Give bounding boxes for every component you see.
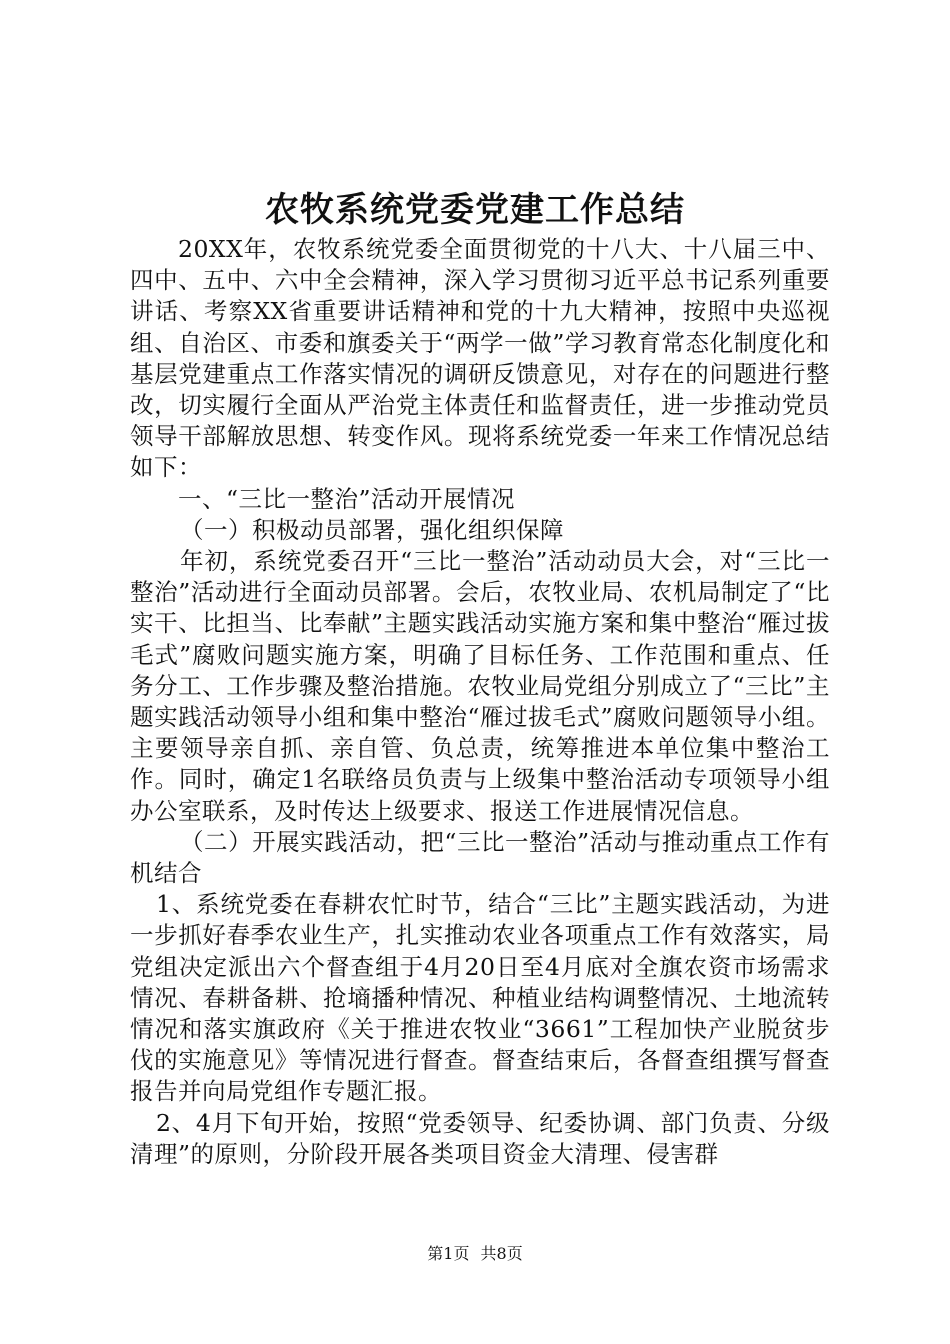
- body-paragraph-1: 年初，系统党委召开“三比一整治”活动动员大会，对“三比一整治”活动进行全面动员部署。会后，农牧业局、农机局制定了“比实干、比担当、比奉献”主题实践活动实施方案和集中整治“雁过拔毛式”腐败问题实施方案，明确了目标任务、工作范围和重点、任务分工、工作步骤及整治措施。农牧业局党组分别成立了“三比”主题实践活动领导小组和集中整治“雁过拔毛式”腐败问题领导小组。主要领导亲自抓、亲自管、负总责，统筹推进本单位集中整治工作。同时，确定1名联络员负责与上级集中整治活动专项领导小组办公室联系，及时传达上级要求、报送工作进展情况信息。: [130, 547, 830, 825]
- document-title: 农牧系统党委党建工作总结: [265, 190, 685, 230]
- body-paragraph-3: 2、4月下旬开始，按照“党委领导、纪委协调、部门负责、分级清理”的原则，分阶段开展各类项目资金大清理、侵害群: [130, 1108, 830, 1168]
- subsection-heading-1: （一）积极动员部署，强化组织保障: [180, 515, 564, 544]
- page-total: 共8页: [480, 1244, 523, 1263]
- body-paragraph-2: 1、系统党委在春耕农忙时节，结合“三比”主题实践活动，为进一步抓好春季农业生产，扎实推动农业各项重点工作有效落实，局党组决定派出六个督查组于4月20日至4月底对全旗农资市场需求情况、春耕备耕、抢墒播种情况、种植业结构调整情况、土地流转情况和落实旗政府《关于推进农牧业“3661”工程加快产业脱贫步伐的实施意见》等情况进行督查。督查结束后，各督查组撰写督查报告并向局党组作专题汇报。: [130, 890, 830, 1106]
- intro-paragraph: 20XX年，农牧系统党委全面贯彻党的十八大、十八届三中、四中、五中、六中全会精神，深入学习贯彻习近平总书记系列重要讲话、考察XX省重要讲话精神和党的十九大精神，按照中央巡视组、自治区、市委和旗委关于“两学一做”学习教育常态化制度化和基层党建重点工作落实情况的调研反馈意见，对存在的问题进行整改，切实履行全面从严治党主体责任和监督责任，进一步推动党员领导干部解放思想、转变作风。现将系统党委一年来工作情况总结如下：: [130, 235, 830, 482]
- subsection-heading-2: （二）开展实践活动，把“三比一整治”活动与推动重点工作有机结合: [130, 827, 830, 888]
- page-number: 第1页: [427, 1244, 470, 1263]
- document-body: [130, 234, 830, 1170]
- page-footer: [0, 1243, 950, 1265]
- section-heading-1: 一、“三比一整治”活动开展情况: [178, 484, 516, 513]
